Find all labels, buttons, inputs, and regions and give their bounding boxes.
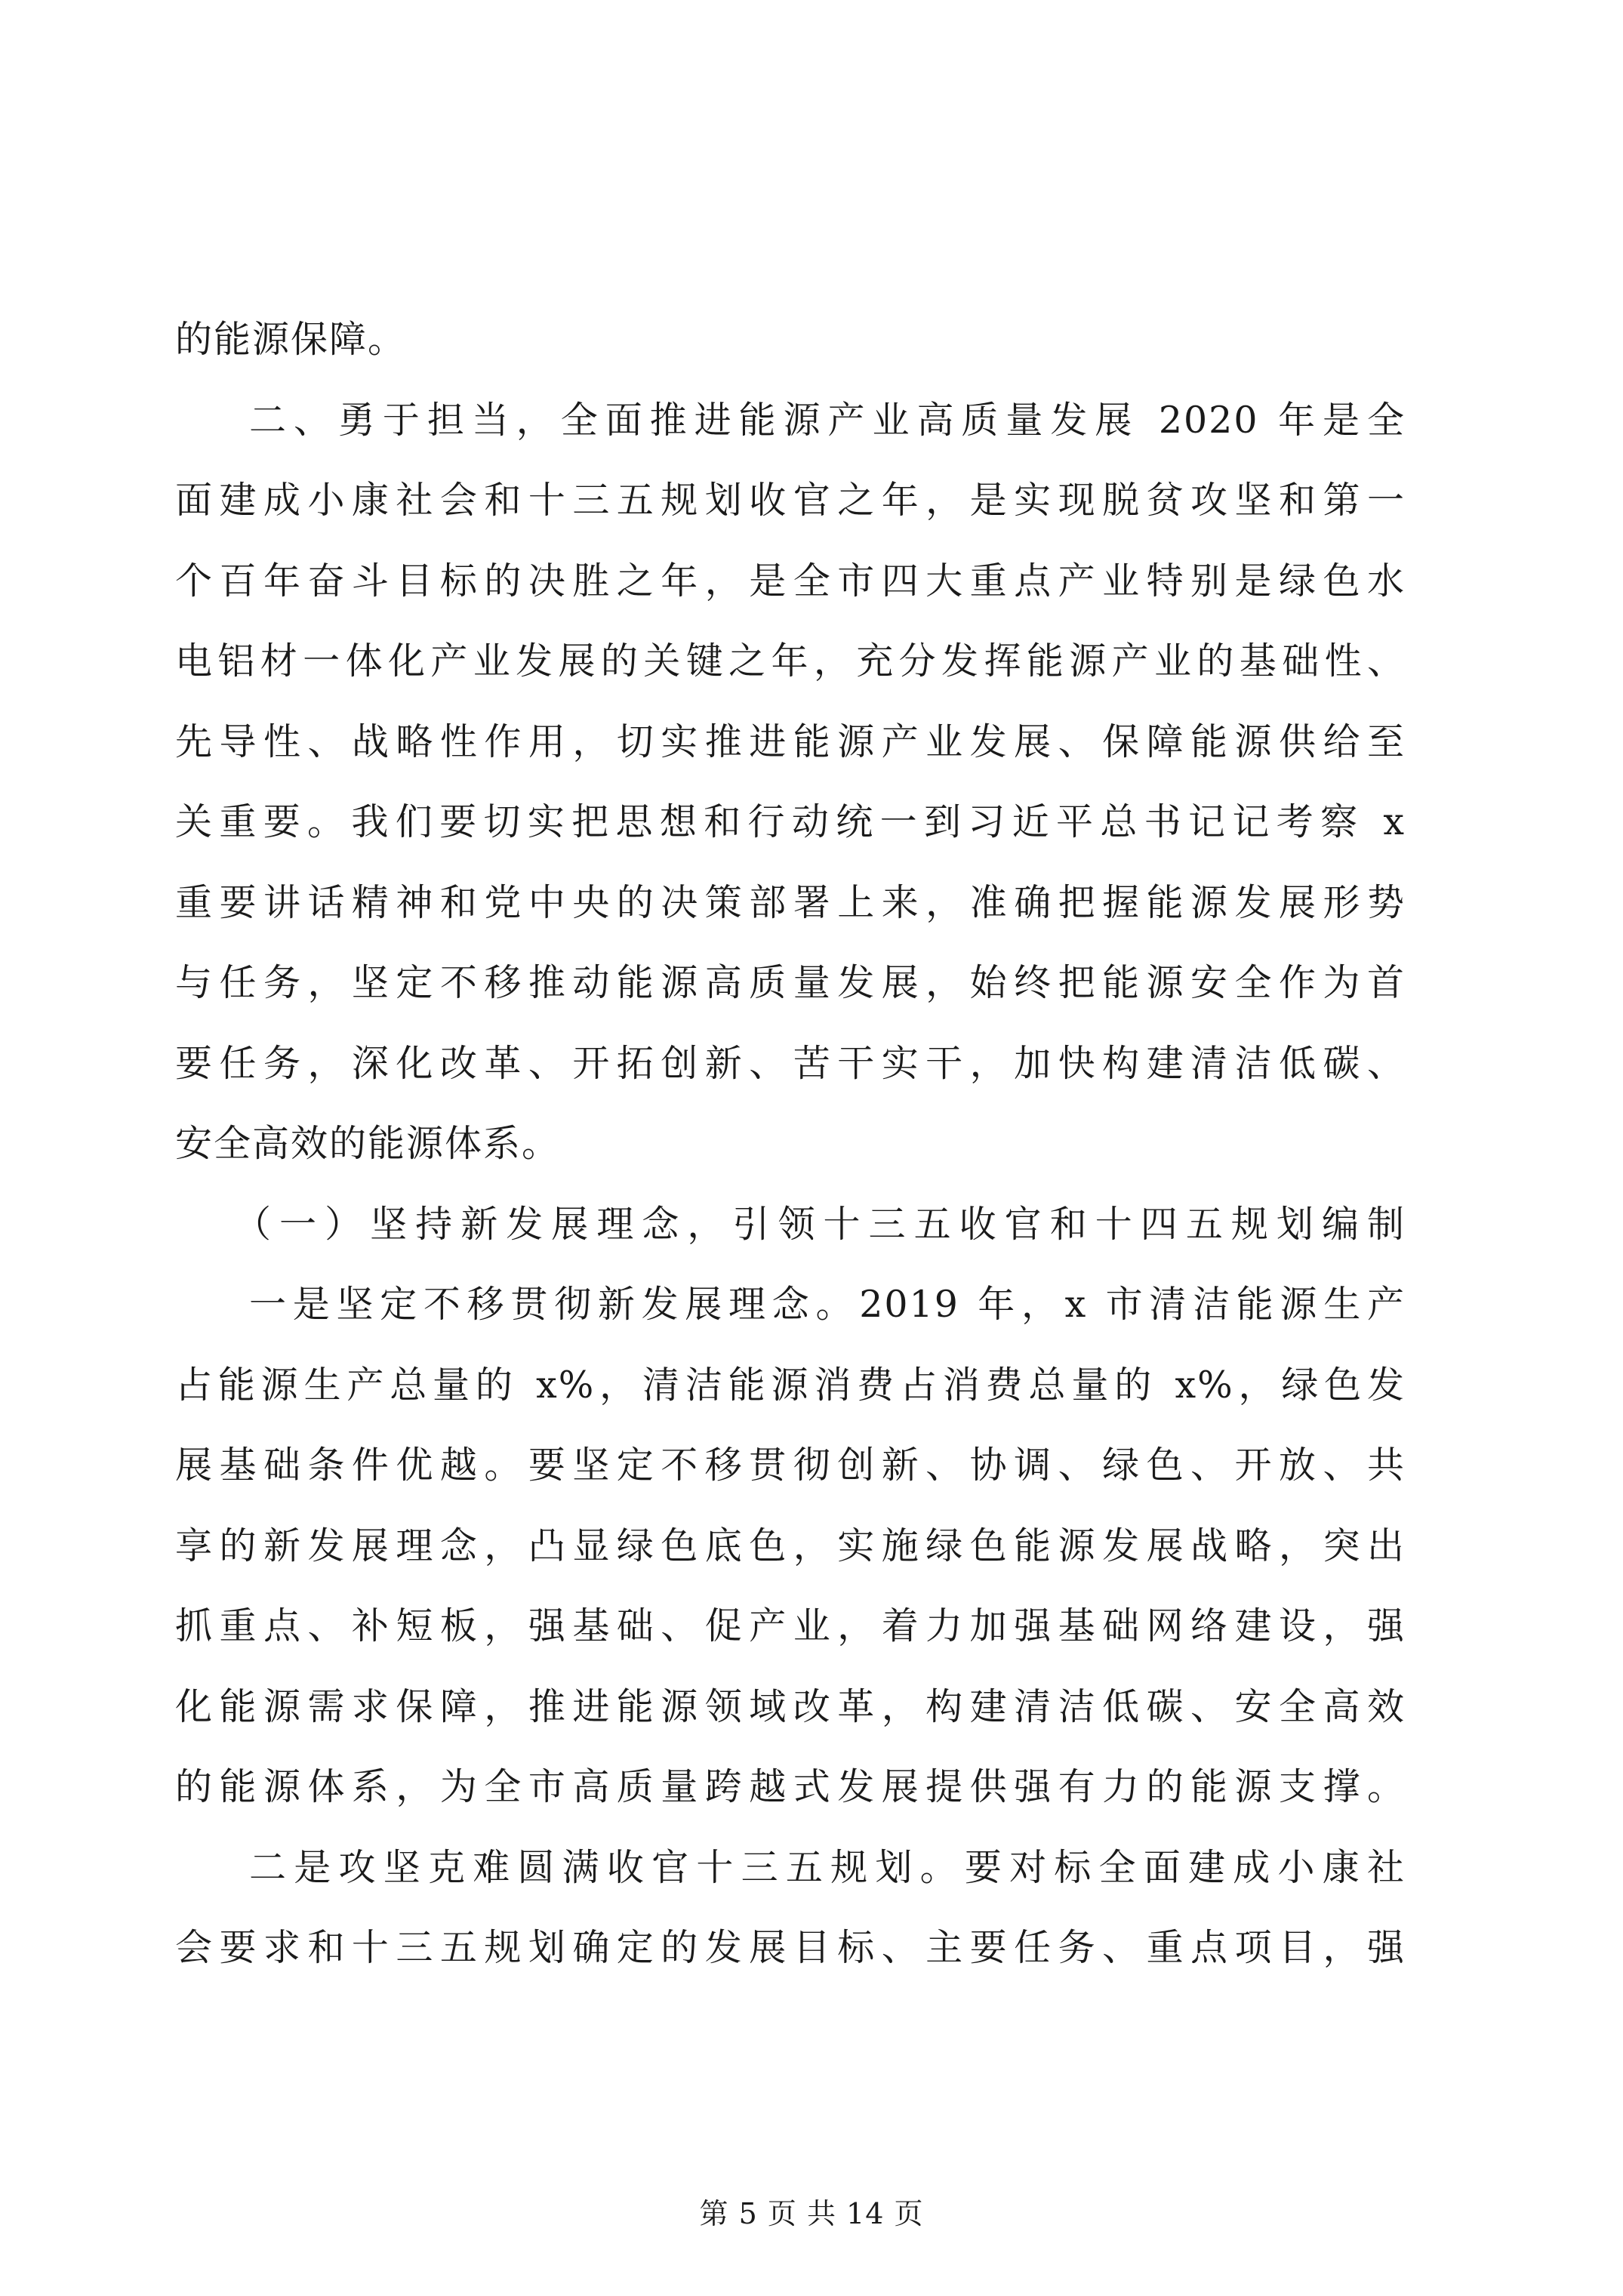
text-line: 关重要。我们要切实把思想和行动统一到习近平总书记记考察 x <box>175 800 1406 843</box>
text-line: 化能源需求保障，推进能源领域改革，构建清洁低碳、安全高效 <box>175 1685 1406 1728</box>
text-line: 与任务，坚定不移推动能源高质量发展，始终把能源安全作为首 <box>175 961 1406 1004</box>
text-line: 的能源体系，为全市高质量跨越式发展提供强有力的能源支撑。 <box>175 1765 1406 1808</box>
text-line: 抓重点、补短板，强基础、促产业，着力加强基础网络建设，强 <box>175 1604 1406 1647</box>
text-line: 会要求和十三五规划确定的发展目标、主要任务、重点项目，强 <box>175 1926 1406 1969</box>
text-line: 先导性、战略性作用，切实推进能源产业发展、保障能源供给至 <box>175 720 1406 763</box>
text-line: 面建成小康社会和十三五规划收官之年，是实现脱贫攻坚和第一 <box>175 479 1406 522</box>
text-line: 安全高效的能源体系。 <box>175 1122 561 1165</box>
text-line: 享的新发展理念，凸显绿色底色，实施绿色能源发展战略，突出 <box>175 1524 1406 1567</box>
text-line: 重要讲话精神和党中央的决策部署上来，准确把握能源发展形势 <box>175 881 1406 924</box>
text-line: 电铝材一体化产业发展的关键之年，充分发挥能源产业的基础性、 <box>175 639 1406 683</box>
subsection-heading-line: （一）坚持新发展理念，引领十三五收官和十四五规划编制 <box>234 1203 1406 1246</box>
text-line: 展基础条件优越。要坚定不移贯彻创新、协调、绿色、开放、共 <box>175 1444 1406 1487</box>
text-line: 二是攻坚克难圆满收官十三五规划。要对标全面建成小康社 <box>249 1846 1406 1889</box>
page-number-footer: 第 5 页 共 14 页 <box>699 2197 924 2230</box>
text-line: 占能源生产总量的 x%，清洁能源消费占消费总量的 x%，绿色发 <box>175 1364 1406 1407</box>
section-heading-line: 二、勇于担当，全面推进能源产业高质量发展 2020 年是全 <box>249 399 1406 442</box>
text-line: 的能源保障。 <box>175 318 407 361</box>
text-line: 个百年奋斗目标的决胜之年，是全市四大重点产业特别是绿色水 <box>175 559 1406 603</box>
text-line: 要任务，深化改革、开拓创新、苦干实干，加快构建清洁低碳、 <box>175 1042 1406 1085</box>
text-line: 一是坚定不移贯彻新发展理念。2019 年，x 市清洁能源生产 <box>249 1283 1406 1326</box>
